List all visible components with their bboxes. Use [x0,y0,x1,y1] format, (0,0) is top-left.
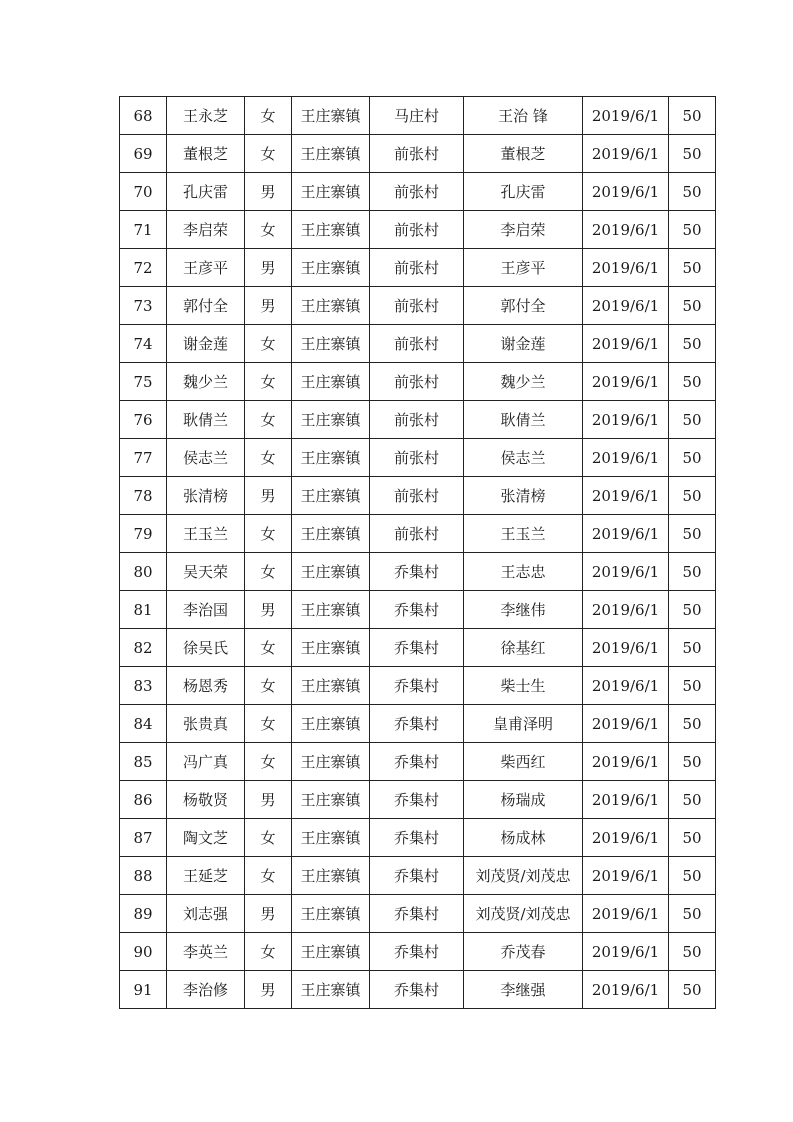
table-row [120,401,716,439]
cell-name: 王玉兰 [167,515,245,553]
cell-sex: 女 [245,933,292,971]
cell-amount: 50 [669,325,716,363]
cell-name: 杨恩秀 [167,667,245,705]
cell-sex: 女 [245,667,292,705]
cell-sex: 男 [245,781,292,819]
cell-amount: 50 [669,743,716,781]
cell-town: 王庄寨镇 [292,173,370,211]
table-row [120,97,716,135]
table-row [120,971,716,1009]
table-row [120,325,716,363]
table-row [120,135,716,173]
table-row [120,705,716,743]
cell-village: 乔集村 [370,553,464,591]
cell-name: 冯广真 [167,743,245,781]
cell-town: 王庄寨镇 [292,515,370,553]
cell-amount: 50 [669,173,716,211]
cell-sex: 女 [245,97,292,135]
cell-town: 王庄寨镇 [292,781,370,819]
cell-date: 2019/6/1 [583,477,669,515]
cell-recipient: 王治 锋 [464,97,583,135]
cell-recipient: 柴士生 [464,667,583,705]
cell-amount: 50 [669,401,716,439]
cell-name: 耿倩兰 [167,401,245,439]
cell-amount: 50 [669,553,716,591]
table-row [120,895,716,933]
cell-number: 77 [120,439,167,477]
table-row [120,743,716,781]
cell-amount: 50 [669,211,716,249]
cell-town: 王庄寨镇 [292,629,370,667]
cell-number: 85 [120,743,167,781]
cell-village: 前张村 [370,173,464,211]
cell-village: 前张村 [370,401,464,439]
cell-sex: 男 [245,173,292,211]
table-row [120,781,716,819]
cell-village: 前张村 [370,477,464,515]
cell-number: 70 [120,173,167,211]
cell-number: 81 [120,591,167,629]
cell-amount: 50 [669,819,716,857]
cell-town: 王庄寨镇 [292,135,370,173]
cell-recipient: 柴西红 [464,743,583,781]
cell-amount: 50 [669,363,716,401]
cell-town: 王庄寨镇 [292,857,370,895]
cell-number: 76 [120,401,167,439]
cell-recipient: 孔庆雷 [464,173,583,211]
cell-name: 侯志兰 [167,439,245,477]
cell-number: 71 [120,211,167,249]
cell-number: 90 [120,933,167,971]
cell-number: 87 [120,819,167,857]
cell-number: 75 [120,363,167,401]
cell-village: 乔集村 [370,591,464,629]
cell-town: 王庄寨镇 [292,211,370,249]
table-row [120,287,716,325]
roster-table [119,96,716,1009]
cell-date: 2019/6/1 [583,743,669,781]
cell-village: 前张村 [370,135,464,173]
cell-name: 徐吴氏 [167,629,245,667]
table-row [120,249,716,287]
cell-sex: 女 [245,515,292,553]
cell-recipient: 耿倩兰 [464,401,583,439]
table-row [120,933,716,971]
cell-town: 王庄寨镇 [292,591,370,629]
cell-town: 王庄寨镇 [292,933,370,971]
cell-town: 王庄寨镇 [292,705,370,743]
cell-date: 2019/6/1 [583,705,669,743]
cell-number: 91 [120,971,167,1009]
cell-recipient: 杨瑞成 [464,781,583,819]
cell-sex: 女 [245,135,292,173]
cell-amount: 50 [669,439,716,477]
cell-village: 前张村 [370,325,464,363]
roster-table-body [120,97,716,1009]
cell-recipient: 王玉兰 [464,515,583,553]
cell-town: 王庄寨镇 [292,477,370,515]
cell-town: 王庄寨镇 [292,553,370,591]
cell-number: 68 [120,97,167,135]
cell-date: 2019/6/1 [583,325,669,363]
cell-date: 2019/6/1 [583,971,669,1009]
cell-date: 2019/6/1 [583,895,669,933]
cell-name: 王永芝 [167,97,245,135]
cell-town: 王庄寨镇 [292,363,370,401]
cell-recipient: 李启荣 [464,211,583,249]
cell-name: 李治国 [167,591,245,629]
cell-date: 2019/6/1 [583,667,669,705]
cell-name: 魏少兰 [167,363,245,401]
table-row [120,629,716,667]
cell-village: 乔集村 [370,819,464,857]
cell-sex: 男 [245,477,292,515]
table-row [120,439,716,477]
cell-sex: 女 [245,439,292,477]
cell-number: 86 [120,781,167,819]
table-row [120,477,716,515]
cell-recipient: 杨成林 [464,819,583,857]
table-row [120,363,716,401]
cell-name: 董根芝 [167,135,245,173]
cell-name: 谢金莲 [167,325,245,363]
cell-town: 王庄寨镇 [292,743,370,781]
cell-sex: 女 [245,857,292,895]
cell-amount: 50 [669,515,716,553]
cell-number: 89 [120,895,167,933]
cell-number: 83 [120,667,167,705]
cell-date: 2019/6/1 [583,401,669,439]
cell-village: 前张村 [370,287,464,325]
cell-town: 王庄寨镇 [292,287,370,325]
cell-number: 69 [120,135,167,173]
table-row [120,591,716,629]
table-row [120,857,716,895]
cell-amount: 50 [669,781,716,819]
cell-recipient: 王志忠 [464,553,583,591]
table-row [120,553,716,591]
cell-name: 张贵真 [167,705,245,743]
cell-amount: 50 [669,477,716,515]
cell-name: 陶文芝 [167,819,245,857]
cell-sex: 女 [245,363,292,401]
cell-date: 2019/6/1 [583,515,669,553]
cell-date: 2019/6/1 [583,249,669,287]
cell-sex: 女 [245,553,292,591]
table-row [120,515,716,553]
cell-recipient: 刘茂贤/刘茂忠 [464,895,583,933]
cell-sex: 女 [245,819,292,857]
cell-village: 前张村 [370,211,464,249]
cell-town: 王庄寨镇 [292,97,370,135]
cell-name: 张清榜 [167,477,245,515]
cell-sex: 女 [245,743,292,781]
cell-recipient: 张清榜 [464,477,583,515]
cell-village: 乔集村 [370,705,464,743]
cell-village: 前张村 [370,439,464,477]
table-row [120,173,716,211]
cell-sex: 女 [245,401,292,439]
cell-recipient: 李继强 [464,971,583,1009]
cell-village: 马庄村 [370,97,464,135]
cell-number: 74 [120,325,167,363]
cell-number: 73 [120,287,167,325]
cell-town: 王庄寨镇 [292,971,370,1009]
cell-village: 乔集村 [370,895,464,933]
table-row [120,819,716,857]
cell-sex: 女 [245,211,292,249]
cell-village: 前张村 [370,515,464,553]
cell-recipient: 刘茂贤/刘茂忠 [464,857,583,895]
cell-number: 84 [120,705,167,743]
cell-town: 王庄寨镇 [292,401,370,439]
cell-town: 王庄寨镇 [292,895,370,933]
cell-sex: 男 [245,249,292,287]
cell-recipient: 郭付全 [464,287,583,325]
cell-amount: 50 [669,135,716,173]
cell-name: 王延芝 [167,857,245,895]
cell-sex: 男 [245,895,292,933]
cell-village: 乔集村 [370,971,464,1009]
cell-village: 乔集村 [370,857,464,895]
cell-amount: 50 [669,857,716,895]
cell-name: 孔庆雷 [167,173,245,211]
cell-name: 吴天荣 [167,553,245,591]
cell-date: 2019/6/1 [583,591,669,629]
cell-recipient: 徐基红 [464,629,583,667]
cell-name: 杨敬贤 [167,781,245,819]
cell-date: 2019/6/1 [583,173,669,211]
cell-village: 乔集村 [370,781,464,819]
cell-recipient: 魏少兰 [464,363,583,401]
cell-name: 王彦平 [167,249,245,287]
cell-date: 2019/6/1 [583,553,669,591]
cell-amount: 50 [669,249,716,287]
cell-village: 前张村 [370,249,464,287]
cell-name: 李英兰 [167,933,245,971]
table-row [120,667,716,705]
cell-recipient: 谢金莲 [464,325,583,363]
cell-name: 李启荣 [167,211,245,249]
cell-amount: 50 [669,629,716,667]
cell-amount: 50 [669,667,716,705]
cell-amount: 50 [669,895,716,933]
cell-date: 2019/6/1 [583,97,669,135]
cell-village: 乔集村 [370,743,464,781]
cell-recipient: 李继伟 [464,591,583,629]
cell-village: 前张村 [370,363,464,401]
cell-sex: 男 [245,287,292,325]
cell-recipient: 董根芝 [464,135,583,173]
cell-number: 82 [120,629,167,667]
cell-date: 2019/6/1 [583,287,669,325]
cell-village: 乔集村 [370,629,464,667]
cell-amount: 50 [669,933,716,971]
cell-amount: 50 [669,971,716,1009]
cell-town: 王庄寨镇 [292,439,370,477]
cell-town: 王庄寨镇 [292,249,370,287]
cell-amount: 50 [669,705,716,743]
cell-town: 王庄寨镇 [292,667,370,705]
cell-town: 王庄寨镇 [292,325,370,363]
cell-sex: 女 [245,629,292,667]
cell-recipient: 皇甫泽明 [464,705,583,743]
cell-number: 88 [120,857,167,895]
table-row [120,211,716,249]
cell-amount: 50 [669,97,716,135]
cell-village: 乔集村 [370,667,464,705]
cell-sex: 女 [245,325,292,363]
cell-date: 2019/6/1 [583,629,669,667]
cell-sex: 男 [245,971,292,1009]
cell-name: 李治修 [167,971,245,1009]
cell-sex: 女 [245,705,292,743]
cell-name: 刘志强 [167,895,245,933]
cell-name: 郭付全 [167,287,245,325]
cell-date: 2019/6/1 [583,211,669,249]
cell-sex: 男 [245,591,292,629]
cell-number: 79 [120,515,167,553]
cell-date: 2019/6/1 [583,363,669,401]
cell-number: 72 [120,249,167,287]
cell-amount: 50 [669,591,716,629]
cell-date: 2019/6/1 [583,933,669,971]
cell-recipient: 侯志兰 [464,439,583,477]
cell-recipient: 乔茂春 [464,933,583,971]
cell-date: 2019/6/1 [583,857,669,895]
cell-number: 80 [120,553,167,591]
cell-recipient: 王彦平 [464,249,583,287]
cell-date: 2019/6/1 [583,819,669,857]
cell-amount: 50 [669,287,716,325]
cell-number: 78 [120,477,167,515]
cell-village: 乔集村 [370,933,464,971]
cell-date: 2019/6/1 [583,439,669,477]
cell-date: 2019/6/1 [583,135,669,173]
cell-date: 2019/6/1 [583,781,669,819]
cell-town: 王庄寨镇 [292,819,370,857]
